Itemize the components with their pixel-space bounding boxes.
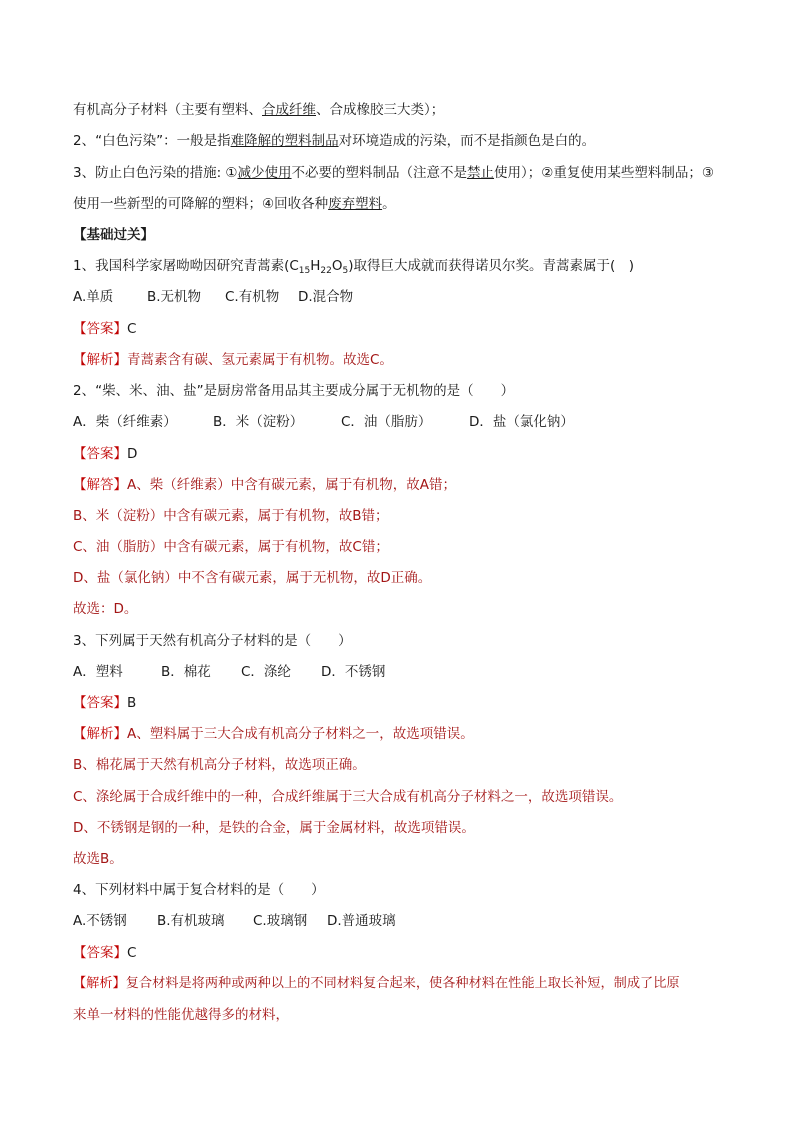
question-2-solution-b: B、米（淀粉）中含有碳元素，属于有机物，故B错； <box>73 508 389 524</box>
intro-text: 3、防止白色污染的措施: ① <box>73 165 238 181</box>
intro-text: 、合成橡胶三大类）； <box>316 102 445 118</box>
question-2-solution-c: C、油（脂肪）中含有碳元素，属于有机物，故C错； <box>73 539 389 555</box>
question-2-conclusion: 故选：D。 <box>73 601 138 617</box>
question-1-analysis <box>73 351 733 369</box>
option-d: D．不锈钢 <box>321 664 386 680</box>
intro-text: 2、“白色污染”：一般是指 <box>73 133 231 149</box>
question-3-answer <box>73 694 733 712</box>
subscript: 15 <box>298 266 311 276</box>
intro-text: 使用一些新型的可降解的塑料；④回收各种 <box>73 196 329 212</box>
intro-line-3 <box>73 164 733 182</box>
option-b: B.无机物 <box>147 289 202 305</box>
option-b: B.有机玻璃 <box>157 913 225 929</box>
answer-label: 【答案】 <box>73 945 127 961</box>
option-c: C.玻璃钢 <box>253 913 308 929</box>
question-4-analysis-line-1 <box>73 975 733 993</box>
solution-text: A、柴（纤维素）中含有碳元素，属于有机物，故A错； <box>127 477 456 493</box>
option-a: A.单质 <box>73 289 114 305</box>
question-1-options <box>73 288 733 306</box>
option-a: A．柴（纤维素） <box>73 414 177 430</box>
question-1-stem <box>73 257 733 275</box>
question-3-analysis-b: B、棉花属于天然有机高分子材料，故选项正确。 <box>73 757 366 773</box>
stem-text: H <box>310 258 321 274</box>
option-d: D.混合物 <box>298 289 354 305</box>
analysis-label: 【解析】 <box>73 726 127 742</box>
underlined-term: 禁止 <box>467 165 495 181</box>
intro-text: 不必要的塑料制品（注意不是 <box>291 165 468 181</box>
option-a: A．塑料 <box>73 664 123 680</box>
stem-text: 1、我国科学家屠呦呦因研究青蒿素(C <box>73 258 299 274</box>
underlined-term: 难降解的塑料制品 <box>230 133 339 149</box>
option-c: C．涤纶 <box>241 664 291 680</box>
analysis-text: 青蒿素含有碳、氢元素属于有机物。故选C。 <box>127 352 393 368</box>
question-3-analysis-a <box>73 725 733 743</box>
question-4-answer <box>73 944 733 962</box>
question-2-answer <box>73 445 733 463</box>
answer-value: C <box>127 321 137 337</box>
analysis-text: 复合材料是将两种或两种以上的不同材料复合起来，使各种材料在性能上取长补短，制成了比原 <box>125 976 680 991</box>
intro-line-1 <box>73 101 733 119</box>
intro-text: 对环境造成的污染，而不是指颜色是白的。 <box>338 133 596 149</box>
subscript: 5 <box>342 266 349 276</box>
analysis-label: 【解析】 <box>73 352 127 368</box>
intro-text: 使用）；②重复使用某些塑料制品；③ <box>494 165 714 181</box>
answer-label: 【答案】 <box>73 446 127 462</box>
question-3-stem: 3、下列属于天然有机高分子材料的是（ ） <box>73 633 352 649</box>
option-b: B．棉花 <box>161 664 211 680</box>
option-d: D．盐（氯化钠） <box>469 414 574 430</box>
stem-text: )取得巨大成就而获得诺贝尔奖。青蒿素属于( ) <box>348 258 635 274</box>
answer-value: C <box>127 945 137 961</box>
question-3-conclusion: 故选B。 <box>73 851 123 867</box>
question-4-options <box>73 912 733 930</box>
question-2-options <box>73 413 733 431</box>
subscript: 22 <box>320 266 332 276</box>
section-title: 【基础过关】 <box>73 227 154 243</box>
stem-text: O <box>331 258 343 274</box>
question-2-solution-a <box>73 476 733 494</box>
question-4-analysis-line-2: 来单一材料的性能优越得多的材料， <box>73 1007 289 1023</box>
intro-line-4 <box>73 195 733 213</box>
answer-label: 【答案】 <box>73 321 127 337</box>
option-a: A.不锈钢 <box>73 913 127 929</box>
question-4-stem: 4、下列材料中属于复合材料的是（ ） <box>73 882 325 898</box>
underlined-term: 废弃塑料 <box>328 196 383 212</box>
question-2-stem: 2、“柴、米、油、盐”是厨房常备用品其主要成分属于无机物的是（ ） <box>73 383 515 399</box>
question-3-analysis-d: D、不锈钢是钢的一种，是铁的合金，属于金属材料，故选项错误。 <box>73 820 475 836</box>
underlined-term: 减少使用 <box>237 165 292 181</box>
intro-text: 有机高分子材料（主要有塑料、 <box>73 102 262 118</box>
answer-value: D <box>127 446 138 462</box>
option-b: B．米（淀粉） <box>213 414 304 430</box>
intro-line-2 <box>73 132 733 150</box>
analysis-text: A、塑料属于三大合成有机高分子材料之一，故选项错误。 <box>127 726 474 742</box>
option-c: C．油（脂肪） <box>341 414 432 430</box>
analysis-label: 【解析】 <box>73 976 126 991</box>
answer-label: 【答案】 <box>73 695 127 711</box>
answer-value: B <box>127 695 137 711</box>
solution-label: 【解答】 <box>73 477 127 493</box>
intro-text: 。 <box>382 196 396 212</box>
underlined-term: 合成纤维 <box>262 102 316 118</box>
option-d: D.普通玻璃 <box>327 913 396 929</box>
question-3-analysis-c: C、涤纶属于合成纤维中的一种，合成纤维属于三大合成有机高分子材料之一，故选项错误。 <box>73 789 623 805</box>
option-c: C.有机物 <box>225 289 280 305</box>
question-2-solution-d: D、盐（氯化钠）中不含有碳元素，属于无机物，故D正确。 <box>73 570 432 586</box>
question-1-answer <box>73 320 733 338</box>
question-3-options <box>73 663 733 681</box>
